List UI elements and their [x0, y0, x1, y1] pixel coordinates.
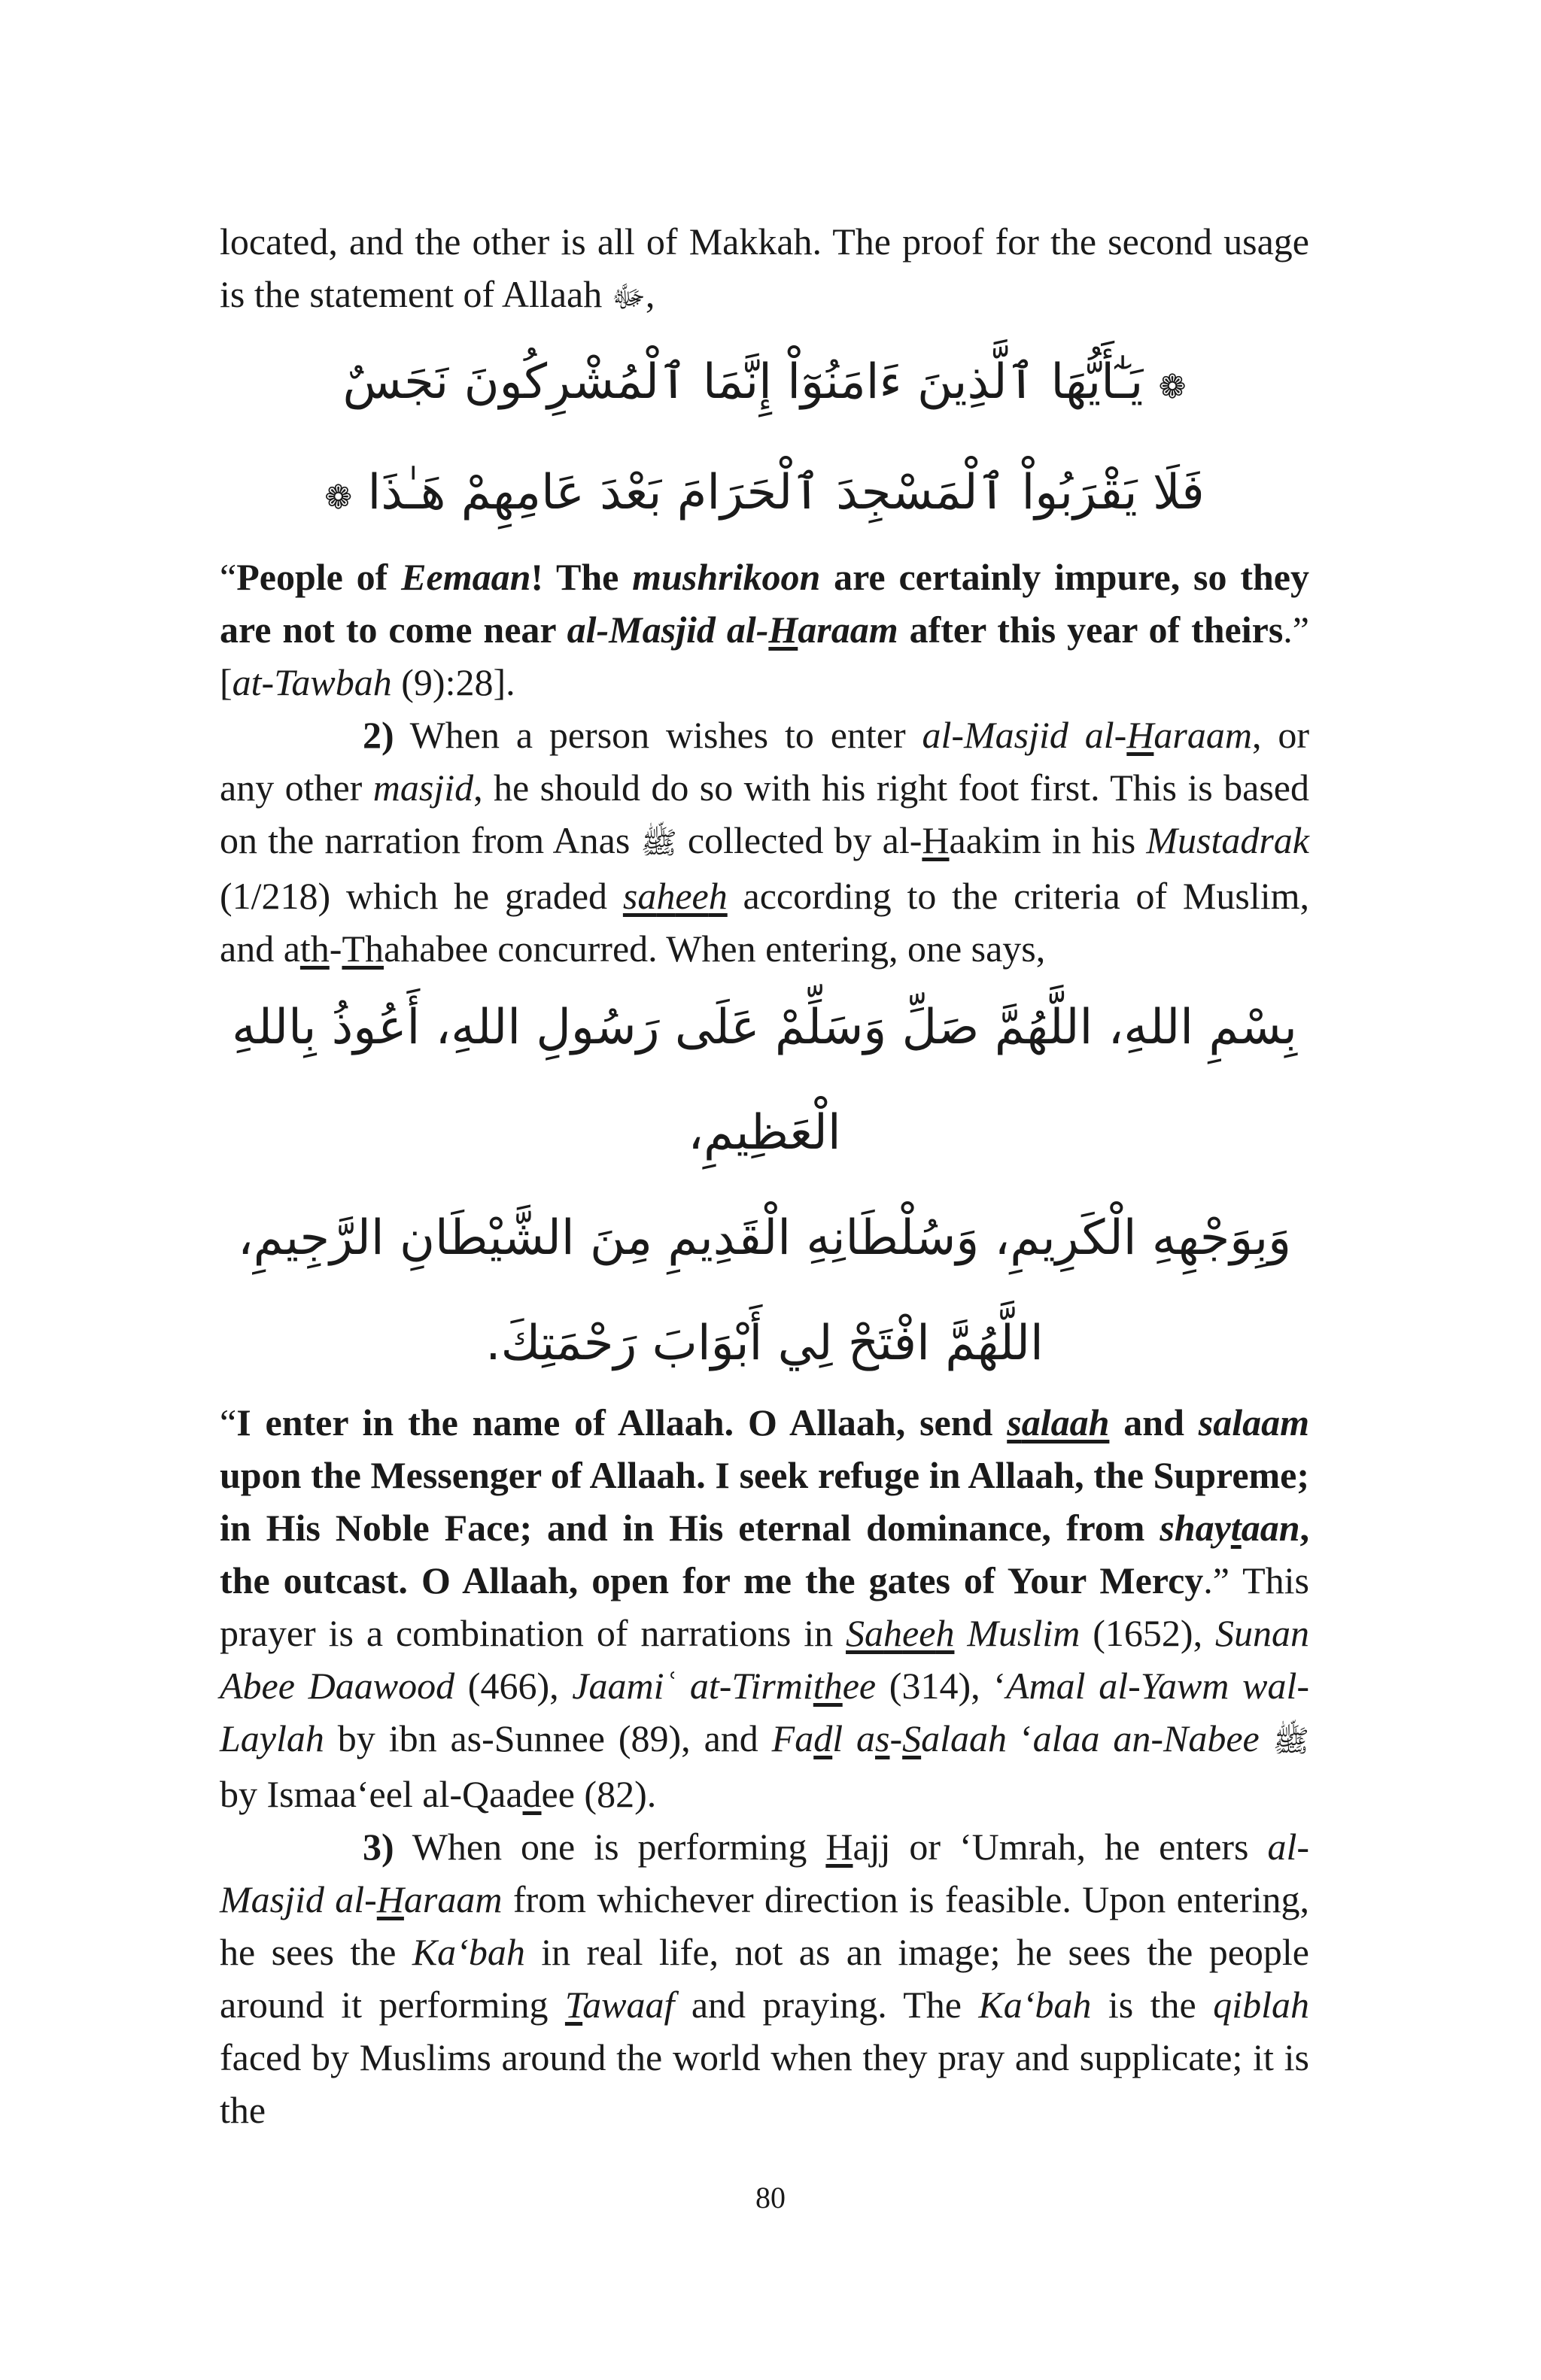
- ref-title: -: [889, 1717, 903, 1759]
- text-seg: faced by Muslims around the world when they pray and supplicate; it is the: [220, 2036, 1309, 2131]
- ref-title: ee: [842, 1665, 877, 1707]
- quran-verse-line-2: [220, 440, 1309, 551]
- italic-term: Ka‘bah: [412, 1931, 525, 1973]
- page-body: [220, 215, 1309, 2136]
- term-shaytaan: shay: [1160, 1507, 1231, 1549]
- quran-text-2: فَلَا يَقْرَبُواْ ٱلْمَسْجِدَ ٱلْحَرَامَ بَعْدَ عَامِهِمْ هَـٰذَا: [367, 465, 1205, 521]
- dua-line-3: اللَّهُمَّ افْتَحْ لِي أَبْوَابَ رَحْمَتِكَ.: [485, 1316, 1044, 1371]
- text-seg: is the: [1091, 1984, 1214, 2026]
- underlined-letter: th: [813, 1665, 843, 1707]
- ref-title: at-Tirmi: [676, 1665, 813, 1707]
- text-seg: When one is performing: [394, 1826, 826, 1868]
- text-seg: , or any other: [220, 714, 1309, 809]
- italic-term: araam: [403, 1878, 503, 1920]
- text-seg: When a person wishes to enter: [394, 714, 922, 756]
- page-number: 80: [755, 2181, 786, 2215]
- text-seg: and: [1109, 1401, 1199, 1443]
- intro-text: located, and the other is all of Makkah. The proof for the second usage is the statement of Allaah: [220, 220, 1309, 315]
- text-seg: ee (82).: [541, 1773, 657, 1815]
- translation-seg: after this year of theirs: [898, 609, 1284, 651]
- translation-seg: ! The: [530, 556, 633, 598]
- text-seg: and praying. The: [674, 1984, 979, 2026]
- underlined-letter: T: [564, 1984, 583, 2026]
- underlined-letter: H: [922, 819, 950, 861]
- text-seg: ajj or ‘Umrah, he enters: [853, 1826, 1268, 1868]
- italic-term: araam: [1153, 714, 1252, 756]
- ref-title: Fa: [771, 1717, 814, 1759]
- honorific-glyph: ﷻ: [611, 280, 646, 314]
- text-seg: collected by al-: [676, 819, 922, 861]
- underlined-letter: Th: [342, 927, 384, 970]
- text-seg: by ibn as-Sunnee (89), and: [324, 1717, 772, 1759]
- ref-title: alaah: [921, 1717, 1008, 1759]
- verse-translation: [220, 551, 1309, 709]
- term-shaytaan: aan: [1241, 1507, 1300, 1549]
- ref-title: ʿ: [664, 1665, 677, 1707]
- ornament-open-icon: ❁: [1158, 368, 1187, 406]
- ref-title: Sa: [846, 1612, 884, 1654]
- underlined-letter: H: [1126, 714, 1154, 756]
- paragraph-point-2: [220, 709, 1309, 975]
- book-title: Mustadrak: [1146, 819, 1309, 861]
- text-seg: upon the Messenger of Allaah. I seek refuge in Allaah, the Supreme; in His Noble Face; and in His eternal dominance, from: [220, 1454, 1309, 1549]
- grade-term: h: [656, 875, 676, 917]
- term-eemaan: Eemaan: [401, 556, 531, 598]
- text-seg: from whichever direction is feasible. Upon entering, he sees the: [220, 1878, 1309, 1973]
- ref-title: h: [935, 1612, 955, 1654]
- text-seg: , the outcast. O Allaah, open for me the gates of Your Mercy: [220, 1507, 1309, 1601]
- point-number: 2): [363, 714, 394, 756]
- text-seg: aakim in his: [949, 819, 1147, 861]
- reference-surah: at-Tawbah: [232, 661, 392, 703]
- ref-title: ee: [902, 1612, 936, 1654]
- dua-line-2: وَبِوَجْهِهِ الْكَرِيمِ، وَسُلْطَانِهِ الْقَدِيمِ مِنَ الشَّيْطَانِ الرَّجِيمِ،: [237, 1210, 1292, 1266]
- underlined-letter: s: [1007, 1401, 1022, 1443]
- text-seg: ‘: [1007, 1717, 1033, 1759]
- underlined-letter: H: [825, 1826, 853, 1868]
- text-seg: -: [329, 927, 342, 970]
- quote-close: .”: [1283, 609, 1309, 651]
- quote-close: .”: [1203, 1559, 1229, 1601]
- ref-title: alaa an-Nabee: [1032, 1717, 1260, 1759]
- grade-term: h: [708, 875, 728, 917]
- intro-end: ,: [645, 273, 655, 315]
- reference-close: (9):28].: [391, 661, 515, 703]
- term-mushrikoon: mushrikoon: [632, 556, 821, 598]
- italic-term: awaaf: [582, 1984, 675, 2026]
- italic-term: qiblah: [1213, 1984, 1309, 2026]
- quran-text-1: يَـٰٓأَيُّهَا ٱلَّذِينَ ءَامَنُوٓاْ إِنَّمَا ٱلْمُشْرِكُونَ نَجَسٌ: [342, 354, 1144, 410]
- quran-verse-line-1: [220, 329, 1309, 440]
- text-seg: in real life, not as an image; he sees the people around it performing: [220, 1931, 1309, 2026]
- ornament-close-icon: ❁: [324, 478, 353, 517]
- term-salaam: salaam: [1198, 1401, 1310, 1443]
- italic-term: al-Masjid al-: [220, 1826, 1309, 1920]
- quote-open: “: [220, 556, 237, 598]
- ref-title: Jaami: [572, 1665, 664, 1707]
- reference-open: [: [220, 661, 233, 703]
- text-seg: (1652),: [1080, 1612, 1215, 1654]
- dua-translation: [220, 1396, 1309, 1820]
- ref-title: l a: [832, 1717, 875, 1759]
- ref-title: Sunan Abee Daawood: [220, 1612, 1309, 1707]
- point-number: 3): [363, 1826, 394, 1868]
- text-seg: (314), ‘: [876, 1665, 1006, 1707]
- paragraph-intro: [220, 215, 1309, 323]
- ref-title: Muslim: [954, 1612, 1081, 1654]
- underlined-letter: s: [875, 1717, 890, 1759]
- term-haraam: araam: [798, 609, 898, 651]
- quote-open: “: [220, 1401, 237, 1443]
- ref-title: h: [883, 1612, 903, 1654]
- dua-line-1: بِسْمِ اللهِ، اللَّهُمَّ صَلِّ وَسَلِّمْ عَلَى رَسُولِ اللهِ، أَعُوذُ بِاللهِ الْعَظِيمِ،: [232, 1000, 1297, 1161]
- text-seg: (1/218) which he graded: [220, 875, 623, 917]
- italic-term: al-Masjid al-: [922, 714, 1127, 756]
- text-seg: according to the criteria of Muslim, and a: [220, 875, 1309, 970]
- underlined-letter: d: [813, 1717, 833, 1759]
- text-seg: , he should do so with his right foot first. This is based on the narration from Anas: [220, 767, 1309, 861]
- term-underlined: H: [768, 609, 798, 651]
- term-masjid: al-Masjid al-: [567, 609, 769, 651]
- grade-term: sa: [622, 875, 657, 917]
- text-seg: ahabee concurred. When entering, one says,: [384, 927, 1046, 970]
- italic-term: Ka‘bah: [978, 1984, 1092, 2026]
- translation-seg: People of: [236, 556, 402, 598]
- grade-term: ee: [675, 875, 709, 917]
- honorific-glyph: ﷺ: [1272, 1724, 1309, 1759]
- text-seg: This prayer is a combination of narrations in: [220, 1559, 1309, 1654]
- underlined-letter: S: [902, 1717, 922, 1759]
- underlined-letter: th: [299, 927, 330, 970]
- term-salaah: alaah: [1021, 1401, 1110, 1443]
- underlined-letter: H: [376, 1878, 404, 1920]
- honorific-glyph: ﷺ: [640, 826, 677, 861]
- italic-term: masjid: [372, 767, 474, 809]
- ref-title: Amal al-Yawm wal-Laylah: [220, 1665, 1309, 1759]
- underlined-letter: d: [522, 1773, 542, 1815]
- text-seg: I enter in the name of Allaah. O Allaah, send: [236, 1401, 1008, 1443]
- text-seg: (466),: [454, 1665, 573, 1707]
- underlined-letter: t: [1230, 1507, 1242, 1549]
- translation-seg: are certainly impure, so they are not to come near: [220, 556, 1310, 651]
- text-seg: by Ismaa‘eel al-Qaa: [220, 1773, 523, 1815]
- paragraph-point-3: [220, 1820, 1309, 2136]
